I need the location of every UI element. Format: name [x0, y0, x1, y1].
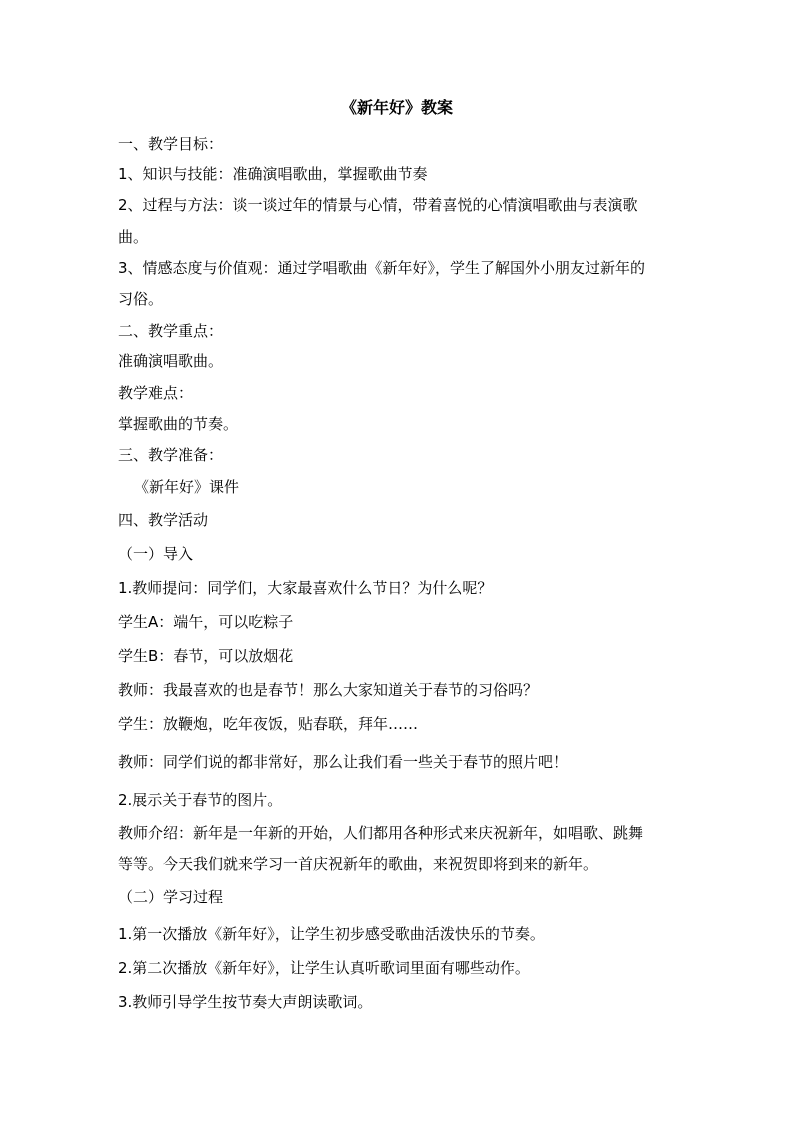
student-b-answer: 学生B：春节，可以放烟花 — [118, 647, 294, 665]
objective-attitude: 3、情感态度与价值观：通过学唱歌曲《新年好》，学生了解国外小朋友过新年的 — [118, 259, 646, 277]
teacher-line-2: 教师：同学们说的都非常好，那么让我们看一些关于春节的照片吧！ — [118, 753, 569, 771]
teacher-intro: 教师介绍：新年是一年新的开始，人们都用各种形式来庆祝新年，如唱歌、跳舞 — [118, 824, 644, 842]
section-heading-key-points: 二、教学重点： — [118, 322, 224, 340]
learning-step-1: 1.第一次播放《新年好》，让学生初步感受歌曲活泼快乐的节奏。 — [118, 925, 545, 943]
teacher-intro-cont: 等等。今天我们就来学习一首庆祝新年的歌曲，来祝贺即将到来的新年。 — [118, 855, 599, 873]
teacher-line-1: 教师：我最喜欢的也是春节！那么大家知道关于春节的习俗吗？ — [118, 681, 539, 699]
subsection-intro: （一）导入 — [118, 545, 194, 563]
key-point-text: 准确演唱歌曲。 — [118, 352, 224, 370]
learning-step-2: 2.第二次播放《新年好》，让学生认真听歌词里面有哪些动作。 — [118, 959, 530, 977]
section-heading-preparation: 三、教学准备： — [118, 446, 224, 464]
intro-step-1: 1.教师提问：同学们，大家最喜欢什么节日？为什么呢？ — [118, 579, 493, 597]
objective-attitude-cont: 习俗。 — [118, 290, 164, 308]
learning-step-3: 3.教师引导学生按节奏大声朗读歌词。 — [118, 993, 373, 1011]
intro-step-2: 2.展示关于春节的图片。 — [118, 791, 283, 809]
section-heading-objectives: 一、教学目标： — [118, 135, 224, 153]
preparation-text: 《新年好》课件 — [134, 478, 240, 496]
document-title: 《新年好》教案 — [340, 98, 453, 117]
objective-process-cont: 曲。 — [118, 228, 149, 246]
objective-knowledge: 1、知识与技能：准确演唱歌曲，掌握歌曲节奏 — [118, 165, 428, 183]
section-heading-activities: 四、教学活动 — [118, 511, 209, 529]
difficulty-heading: 教学难点： — [118, 384, 194, 402]
subsection-learning: （二）学习过程 — [118, 888, 224, 906]
objective-process: 2、过程与方法：谈一谈过年的情景与心情，带着喜悦的心情演唱歌曲与表演歌 — [118, 196, 638, 214]
difficulty-text: 掌握歌曲的节奏。 — [118, 415, 239, 433]
student-a-answer: 学生A：端午，可以吃粽子 — [118, 613, 294, 631]
student-answer: 学生：放鞭炮，吃年夜饭，贴春联，拜年…… — [118, 715, 419, 733]
